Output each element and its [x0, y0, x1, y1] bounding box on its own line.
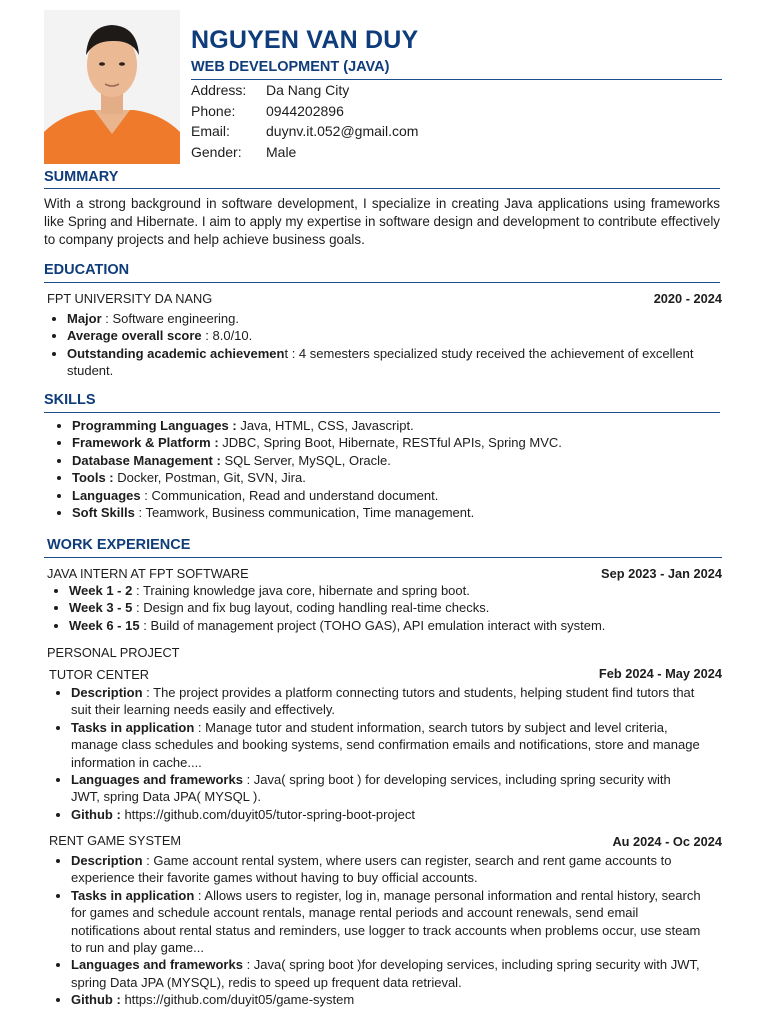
item-sep: : [132, 600, 144, 616]
contact-value: Da Nang City [266, 82, 350, 98]
list-item [69, 582, 745, 599]
contact-row-email [191, 123, 418, 144]
list-item [72, 487, 743, 504]
item-label: Languages and frameworks [71, 772, 243, 788]
list-item [72, 452, 743, 469]
item-sep: : [242, 772, 254, 788]
github-link[interactable]: https://github.com/duyit05/tutor-spring-boot-project [124, 806, 415, 822]
contact-label: Address: [191, 82, 247, 98]
experience-list [46, 582, 745, 634]
project-name: TUTOR CENTER [49, 667, 150, 682]
summary-divider [44, 188, 720, 189]
item-text: Design and fix bug layout, coding handling real-time checks. [143, 600, 490, 616]
item-sep: : [101, 311, 113, 326]
item-label: Tasks in application [71, 887, 195, 903]
contact-value: 0944202896 [266, 102, 344, 119]
item-sep: : [139, 617, 151, 633]
list-item [67, 310, 707, 327]
contact-label: Email: [191, 123, 230, 139]
item-sep: : [142, 685, 154, 700]
experience-heading: WORK EXPERIENCE [47, 537, 191, 553]
list-item [72, 504, 743, 521]
item-text: Software engineering. [112, 311, 239, 326]
project-name: RENT GAME SYSTEM [49, 833, 182, 848]
list-item [71, 991, 701, 1008]
contact-row-phone [191, 103, 418, 124]
contact-value: Male [266, 143, 297, 160]
item-text: Manage tutor and student information, search tutors by subject and level criteria, manage class schedules and booking systems, send confirmation emails and notifications, store and manage information in cache.... [71, 719, 700, 770]
education-list [44, 310, 707, 380]
item-sep: : [201, 328, 213, 344]
education-dates: 2020 - 2024 [653, 291, 722, 306]
item-label: Average overall score [67, 328, 202, 344]
item-label: Languages and frameworks [71, 957, 243, 973]
contact-label: Gender: [191, 143, 242, 160]
list-item [71, 887, 701, 957]
school-name: FPT UNIVERSITY DA NANG [47, 291, 213, 306]
list-item [71, 806, 701, 823]
item-text: Communication, Read and understand document. [151, 487, 439, 503]
item-label: Week 6 - 15 [69, 617, 140, 633]
item-label: Tasks in application [71, 719, 195, 735]
item-sep: : [242, 957, 254, 973]
item-label: Github : [71, 992, 121, 1008]
item-label: Soft Skills [72, 505, 135, 521]
experience-divider [44, 557, 722, 558]
list-item [69, 617, 745, 634]
candidate-name: NGUYEN VAN DUY [191, 26, 419, 54]
item-text: JDBC, Spring Boot, Hibernate, RESTful APIs, Spring MVC. [222, 435, 562, 451]
item-label: Major [67, 311, 102, 326]
project-list-rent-game [48, 852, 701, 1009]
item-text: Game account rental system, where users can register, search and rent game accounts to experience their favorite games without having to buy official accounts. [71, 853, 672, 886]
item-text: Java, HTML, CSS, Javascript. [240, 418, 414, 433]
header-divider [191, 79, 722, 80]
item-sep: : [142, 853, 154, 868]
item-label: Week 1 - 2 [69, 583, 133, 598]
list-item [71, 956, 701, 991]
projects-heading: PERSONAL PROJECT [47, 645, 180, 660]
item-sep: : [132, 583, 143, 598]
item-text: Java( spring boot ) for developing services, including spring security with JWT, spring Data JPA( MYSQL ). [71, 772, 671, 805]
job-title: WEB DEVELOPMENT (JAVA) [191, 59, 390, 75]
item-text: SQL Server, MySQL, Oracle. [224, 452, 391, 468]
list-item [72, 469, 743, 486]
job-dates: Sep 2023 - Jan 2024 [601, 566, 722, 581]
skills-divider [44, 412, 720, 413]
list-item [71, 771, 701, 806]
contact-info [191, 82, 418, 164]
item-label: Description [71, 685, 143, 700]
item-text: t : 4 semesters specialized study received the achievement of excellent student. [67, 345, 694, 379]
skills-heading: SKILLS [44, 392, 96, 408]
item-text: Allows users to register, log in, manage personal information and rental history, search for games and schedule account rentals, manage rental periods and account renewals, send email notifications about rental status and reminders, use logger to track accounts when problems occur, use steam to run and play game... [71, 887, 701, 956]
item-text: Training knowledge java core, hibernate and spring boot. [142, 583, 470, 598]
item-text: Build of management project (TOHO GAS), API emulation interact with system. [150, 617, 606, 633]
education-divider [44, 282, 720, 283]
item-text: 8.0/10. [212, 328, 253, 344]
item-label: Outstanding academic achievemen [67, 345, 285, 361]
item-label: Week 3 - 5 [69, 600, 133, 616]
summary-heading: SUMMARY [44, 169, 119, 185]
item-sep: : [194, 719, 206, 735]
education-heading: EDUCATION [44, 262, 130, 278]
item-label: Database Management : [72, 452, 221, 468]
project-list-tutor-center [48, 684, 701, 823]
item-sep: : [134, 505, 146, 521]
item-label: Description [71, 853, 143, 868]
list-item [67, 345, 707, 380]
list-item [69, 599, 745, 616]
item-sep: : [140, 487, 152, 503]
skills-list [49, 417, 743, 521]
list-item [71, 852, 701, 887]
item-label: Languages [72, 487, 141, 503]
contact-value: duynv.it.052@gmail.com [266, 123, 419, 139]
summary-text: With a strong background in software development, I specialize in creating Java applications using frameworks like Spring and Hibernate. I aim to apply my expertise in software design and development to contribute effectively to company projects and help achieve business goals. [44, 196, 720, 247]
item-label: Github : [71, 806, 121, 822]
project-dates: Au 2024 - Oc 2024 [612, 834, 722, 849]
project-dates: Feb 2024 - May 2024 [598, 666, 722, 681]
github-link[interactable]: https://github.com/duyit05/game-system [124, 992, 355, 1008]
item-text: Java( spring boot )for developing services, including spring security with JWT, spring Data JPA (MYSQL), redis to speed up frequent data retrieval. [71, 957, 700, 990]
item-label: Tools : [72, 470, 114, 486]
list-item [71, 684, 701, 719]
list-item [72, 434, 743, 451]
contact-row-gender [191, 144, 418, 165]
item-sep: : [194, 887, 205, 903]
list-item [72, 417, 743, 434]
item-text: Teamwork, Business communication, Time management. [145, 505, 475, 521]
item-text: The project provides a platform connecting tutors and students, helping student find tutors that suit their learning needs easily and effectively. [71, 685, 695, 718]
list-item [71, 719, 701, 771]
list-item [67, 327, 707, 344]
item-text: Docker, Postman, Git, SVN, Jira. [117, 470, 306, 486]
item-label: Programming Languages : [72, 418, 237, 433]
contact-row-address [191, 82, 418, 103]
contact-label: Phone: [191, 102, 236, 119]
profile-photo [44, 10, 180, 164]
item-label: Framework & Platform : [72, 435, 219, 451]
job-name: JAVA INTERN AT FPT SOFTWARE [47, 566, 249, 581]
